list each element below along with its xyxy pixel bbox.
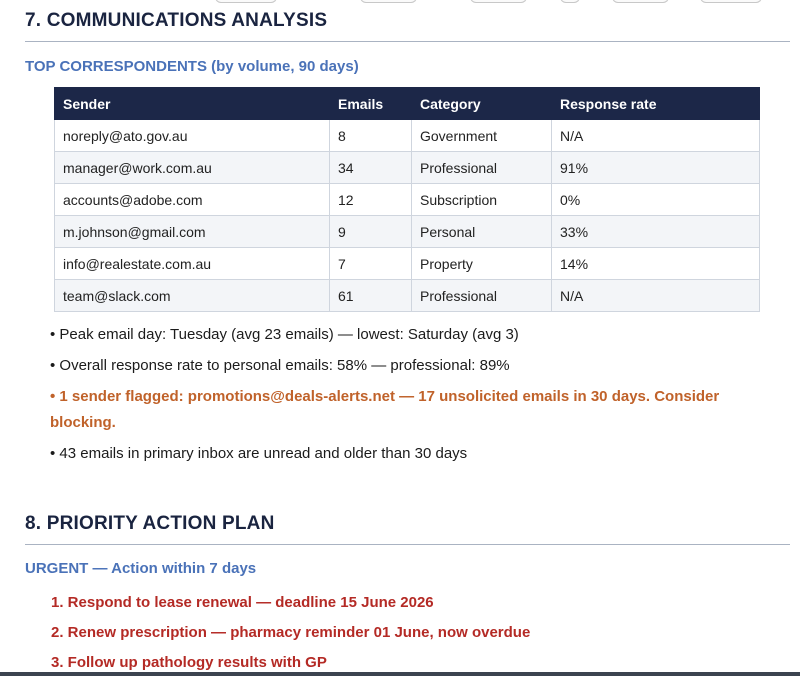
top-edge-strip: [0, 0, 800, 4]
cell-sender: accounts@adobe.com: [55, 184, 330, 216]
cell-response-rate: N/A: [552, 120, 760, 152]
cell-category: Subscription: [412, 184, 552, 216]
cell-emails: 34: [330, 152, 412, 184]
action-item: 1. Respond to lease renewal — deadline 15 June 2026: [51, 594, 434, 611]
cell-category: Personal: [412, 216, 552, 248]
bullet-flagged-sender: • 1 sender flagged: promotions@deals-alerts.net — 17 unsolicited emails in 30 days. Consider blocking.: [50, 388, 720, 431]
tab-fragment: [470, 0, 527, 3]
cell-sender: manager@work.com.au: [55, 152, 330, 184]
cell-response-rate: N/A: [552, 280, 760, 312]
table-row: [55, 184, 760, 216]
cell-category: Professional: [412, 152, 552, 184]
table-row: [55, 248, 760, 280]
cell-category: Government: [412, 120, 552, 152]
bullet-unread-emails: • 43 emails in primary inbox are unread and older than 30 days: [50, 445, 468, 462]
urgent-heading-wrap: [25, 560, 790, 577]
cell-sender: noreply@ato.gov.au: [55, 120, 330, 152]
cell-emails: 61: [330, 280, 412, 312]
bottom-edge-strip: [0, 672, 800, 676]
column-header-category: Category: [412, 88, 552, 120]
table-row: [55, 216, 760, 248]
cell-response-rate: 91%: [552, 152, 760, 184]
section-priority-action-plan: [25, 513, 790, 545]
urgent-action-list: [51, 588, 530, 678]
cell-sender: m.johnson@gmail.com: [55, 216, 330, 248]
table-row: [55, 280, 760, 312]
cell-sender: team@slack.com: [55, 280, 330, 312]
table-row: [55, 152, 760, 184]
column-header-emails: Emails: [330, 88, 412, 120]
top-correspondents-heading-wrap: [25, 58, 790, 75]
cell-emails: 12: [330, 184, 412, 216]
bullet-response-rate: • Overall response rate to personal emails: 58% — professional: 89%: [50, 357, 510, 374]
section-title: 8. PRIORITY ACTION PLAN: [25, 513, 790, 545]
cell-emails: 9: [330, 216, 412, 248]
tab-fragment: [215, 0, 277, 3]
cell-category: Property: [412, 248, 552, 280]
cell-response-rate: 0%: [552, 184, 760, 216]
tab-fragment: [700, 0, 762, 3]
cell-emails: 7: [330, 248, 412, 280]
tab-fragment: [360, 0, 417, 3]
bullet-peak-email-day: • Peak email day: Tuesday (avg 23 emails) — lowest: Saturday (avg 3): [50, 326, 519, 343]
tab-fragment: [560, 0, 580, 3]
section-communications-analysis: [25, 10, 790, 42]
cell-response-rate: 33%: [552, 216, 760, 248]
urgent-heading: URGENT — Action within 7 days: [25, 560, 257, 577]
table-header-row: [55, 88, 760, 120]
subsection-title: TOP CORRESPONDENTS (by volume, 90 days): [25, 58, 359, 75]
action-item: 2. Renew prescription — pharmacy reminder 01 June, now overdue: [51, 624, 531, 641]
cell-category: Professional: [412, 280, 552, 312]
cell-sender: info@realestate.com.au: [55, 248, 330, 280]
table-row: [55, 120, 760, 152]
analysis-bullets: [50, 322, 785, 472]
tab-fragment: [612, 0, 669, 3]
cell-response-rate: 14%: [552, 248, 760, 280]
cell-emails: 8: [330, 120, 412, 152]
column-header-sender: Sender: [55, 88, 330, 120]
column-header-response-rate: Response rate: [552, 88, 760, 120]
action-item: 3. Follow up pathology results with GP: [51, 654, 327, 671]
section-title: 7. COMMUNICATIONS ANALYSIS: [25, 10, 790, 42]
correspondents-table: [54, 87, 760, 312]
